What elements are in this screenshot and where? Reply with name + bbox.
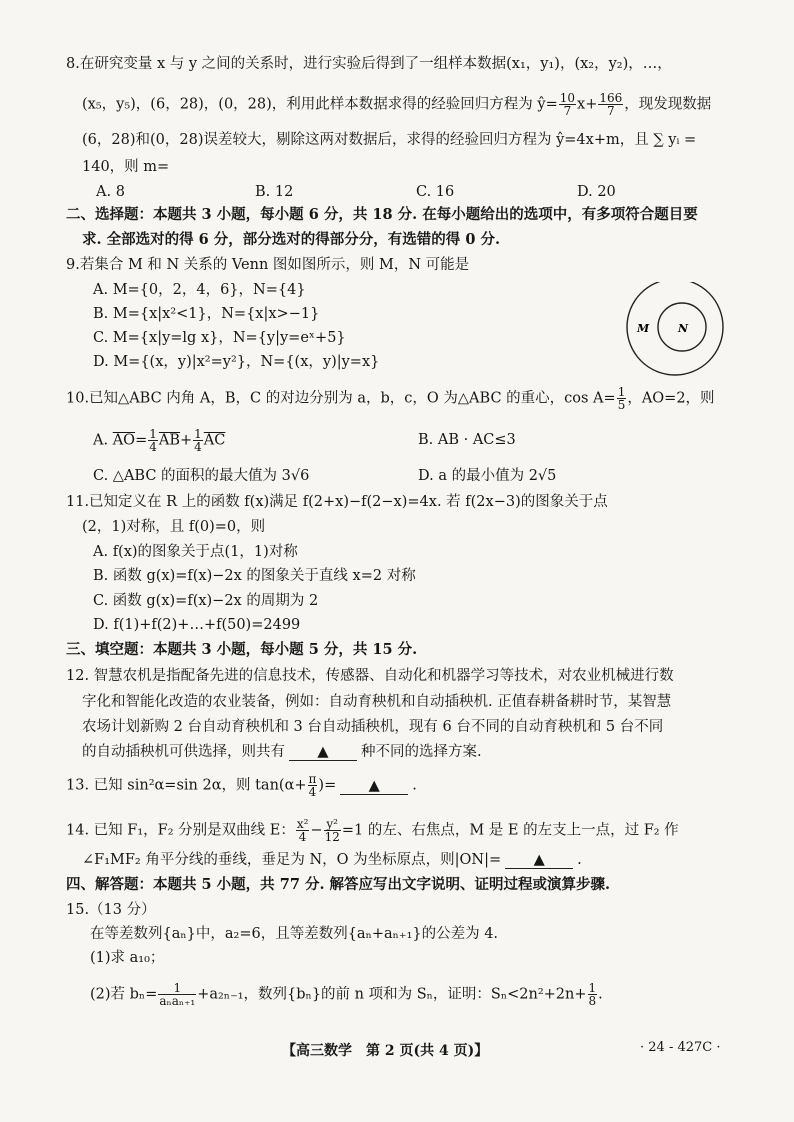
q8-line1: 8.在研究变量 x 与 y 之间的关系时，进行实验后得到了一组样本数据(x₁，y₁)，(x₂，y₂)，…， xyxy=(66,56,672,72)
q11-option-d: D. f(1)+f(2)+…+f(50)=2499 xyxy=(93,617,301,633)
q8-option-c: C. 16 xyxy=(416,184,455,200)
q10-option-a: A. $\overline{AO}=$ $\frac{1}{4}$ $\overline{AB}+$ $\frac{1}{4}$ $\overline{AC}$ xyxy=(93,427,226,454)
q10-option-d: D. a 的最小值为 2√5 xyxy=(418,468,557,484)
q9-stem: 9.若集合 M 和 N 关系的 Venn 图如图所示，则 M，N 可能是 xyxy=(66,257,470,273)
q12-line3: 农场计划新购 2 台自动育秧机和 3 台自动插秧机，现有 6 台不同的自动育秧机和 5 台不同 xyxy=(82,719,664,735)
q13-line: 13. 已知 sin²α=sin 2α，则 tan(α+ $\frac{\pi}{4}$ )= ▲ . xyxy=(66,772,417,799)
q15-part2: (2)若 bₙ= $\frac{1}{\text{aₙaₙ₊₁}}$ +a₂ₙ₋₁，数列{bₙ}的前 n 项和为 Sₙ，证明：Sₙ<2n²+2n+ $\frac{1}{8}$ . xyxy=(90,981,603,1008)
q9-option-b: B. M={x|x²<1}，N={x|x>−1} xyxy=(93,306,320,322)
q14-line2: ∠F₁MF₂ 角平分线的垂线，垂足为 N，O 为坐标原点，则|ON|= ▲ . xyxy=(82,852,582,868)
q8-option-b: B. 12 xyxy=(255,184,294,200)
q11-option-c: C. 函数 g(x)=f(x)−2x 的周期为 2 xyxy=(93,593,319,609)
q10-option-c: C. △ABC 的面积的最大值为 3√6 xyxy=(93,468,310,484)
q8-line3: (6，28)和(0，28)误差较大，剔除这两对数据后，求得的经验回归方程为 ŷ=4x+m，且 ∑ yᵢ = xyxy=(82,132,697,148)
q12-answer-blank[interactable]: ▲ xyxy=(289,744,357,761)
section4-heading: 四、解答题：本题共 5 小题，共 77 分. 解答应写出文字说明、证明过程或演算步骤. xyxy=(66,876,611,893)
q9-option-a: A. M={0，2，4，6}，N={4} xyxy=(93,282,306,298)
page-footer: 【高三数学 第 2 页(共 4 页)】 xyxy=(282,1043,489,1059)
section3-heading: 三、填空题：本题共 3 小题，每小题 5 分，共 15 分. xyxy=(66,641,418,658)
q12-line1: 12. 智慧农机是指配备先进的信息技术，传感器、自动化和机器学习等技术，对农业机械进行数 xyxy=(66,668,674,684)
q11-option-a: A. f(x)的图象关于点(1，1)对称 xyxy=(93,544,298,560)
exam-code: · 24 - 427C · xyxy=(640,1040,721,1055)
section2-heading-line2: 求. 全部选对的得 6 分，部分选对的得部分分，有选错的得 0 分. xyxy=(82,231,501,248)
q14-answer-blank[interactable]: ▲ xyxy=(505,852,573,869)
section2-heading-line1: 二、选择题：本题共 3 小题，每小题 6 分，共 18 分. 在每小题给出的选项中，有多项符合题目要 xyxy=(66,206,698,223)
q9-option-c: C. M={x|y=lg x}，N={y|y=eˣ+5} xyxy=(93,330,346,346)
venn-label-n: N xyxy=(678,322,689,335)
q14-line1: 14. 已知 F₁，F₂ 分别是双曲线 E： $\frac{\text{x²}}{4}$ − $\frac{\text{y²}}{12}$ =1 的左、右焦点，M 是 E 的左支上一点，过 F₂ 作 xyxy=(66,817,679,844)
q8-option-d: D. 20 xyxy=(577,184,616,200)
q13-answer-blank[interactable]: ▲ xyxy=(340,778,408,795)
venn-diagram xyxy=(620,282,730,382)
venn-label-m: M xyxy=(637,322,650,335)
q12-line4: 的自动插秧机可供选择，则共有 ▲ 种不同的选择方案. xyxy=(82,744,482,760)
q10-option-b: B. AB · AC≤3 xyxy=(418,432,516,448)
q8-option-a: A. 8 xyxy=(96,184,125,200)
q10-stem: 10.已知△ABC 内角 A，B，C 的对边分别为 a，b，c，O 为△ABC 的重心，cos A= $\frac{1}{5}$ ，AO=2，则 xyxy=(66,385,715,412)
q15-line1: 在等差数列{aₙ}中，a₂=6，且等差数列{aₙ+aₙ₊₁}的公差为 4. xyxy=(90,926,499,942)
q11-line2: (2，1)对称，且 f(0)=0，则 xyxy=(82,519,266,535)
q12-line2: 字化和智能化改造的农业装备，例如：自动育秧机和自动插秧机. 正值春耕备耕时节，某智慧 xyxy=(82,694,672,710)
q15-heading: 15.（13 分） xyxy=(66,902,156,918)
q11-line1: 11.已知定义在 R 上的函数 f(x)满足 f(2+x)−f(2−x)=4x. 若 f(2x−3)的图象关于点 xyxy=(66,494,608,510)
q8-line4: 140，则 m= xyxy=(82,159,170,175)
q8-line2: (x₅，y₅)，(6，28)，(0，28)，利用此样本数据求得的经验回归方程为 ŷ= $\frac{10}{7}$ x+ $\frac{166}{7}$ ，现发现数据 xyxy=(82,91,712,118)
q11-option-b: B. 函数 g(x)=f(x)−2x 的图象关于直线 x=2 对称 xyxy=(93,568,416,584)
q15-part1: (1)求 a₁₀； xyxy=(90,950,165,966)
q9-option-d: D. M={(x，y)|x²=y²}，N={(x，y)|y=x} xyxy=(93,354,380,370)
